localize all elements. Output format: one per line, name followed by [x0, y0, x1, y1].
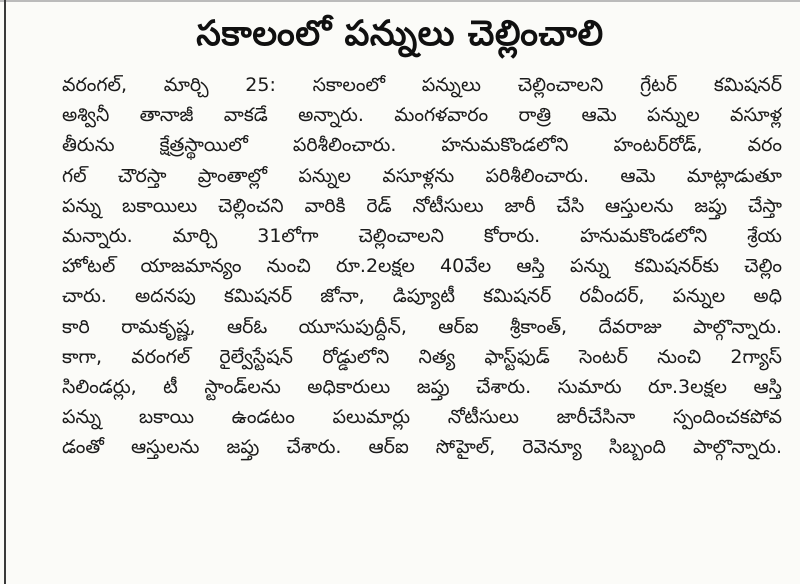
article-line: తీరును క్షేత్రస్థాయిలో పరిశీలించారు. హనుమకొండలోని హంటర్‌రోడ్, వరం — [62, 134, 782, 157]
article-line: కారి రామకృష్ణ, ఆర్‌ఓ యూసుపుద్దీన్, ఆర్‌ఐ శ్రీకాంత్, దేవరాజు పాల్గొన్నారు. — [62, 315, 782, 338]
top-divider — [0, 0, 800, 2]
article-headline: సకాలంలో పన్నులు చెల్లించాలి — [196, 14, 604, 54]
article-line: గల్ చౌరస్తా ప్రాంతాల్లో పన్నుల వసూళ్లను పరిశీలించారు. ఆమె మాట్లాడుతూ — [62, 164, 782, 187]
article-line: హోటల్ యాజమాన్యం నుంచి రూ.2లక్షల 40వేల ఆస్తి పన్ను కమిషనర్‌కు చెల్లిం — [62, 255, 782, 278]
column-divider — [4, 0, 6, 584]
article-line: డంతో ఆస్తులను జప్తు చేశారు. ఆర్‌ఐ సోహైల్, రెవెన్యూ సిబ్బంది పాల్గొన్నారు. — [62, 436, 782, 459]
article-line: మన్నారు. మార్చి 31లోగా చెల్లించాలని కోరారు. హనుమకొండలోని శ్రేయ — [62, 224, 782, 247]
article-line: వరంగల్, మార్చి 25: సకాలంలో పన్నులు చెల్లించాలని గ్రేటర్ కమిషనర్ — [62, 74, 782, 96]
article-line: కాగా, వరంగల్ రైల్వేస్టేషన్ రోడ్డులోని నిత్య ఫాస్ట్‌ఫుడ్ సెంటర్ నుంచి 2గ్యాస్ — [62, 345, 782, 368]
article-line: సిలిండర్లు, టీ స్టాండ్‌లను అధికారులు జప్తు చేశారు. సుమారు రూ.3లక్షల ఆస్తి — [62, 375, 782, 398]
article-line: అశ్వినీ తానాజీ వాకడే అన్నారు. మంగళవారం రాత్రి ఆమె పన్నుల వసూళ్ల — [62, 104, 782, 127]
article-line: చారు. అదనపు కమిషనర్ జోనా, డిప్యూటీ కమిషనర్ రవీందర్, పన్నుల అధి — [62, 285, 782, 308]
article-line: పన్ను బకాయిలు చెల్లించని వారికి రెడ్ నోటీసులు జారీ చేసి ఆస్తులను జప్తు చేస్తా — [62, 194, 782, 217]
article-body — [62, 70, 782, 462]
article-line: పన్ను బకాయి ఉండటం పలుమార్లు నోటీసులు జారీచేసినా స్పందించకపోవ — [62, 406, 782, 429]
